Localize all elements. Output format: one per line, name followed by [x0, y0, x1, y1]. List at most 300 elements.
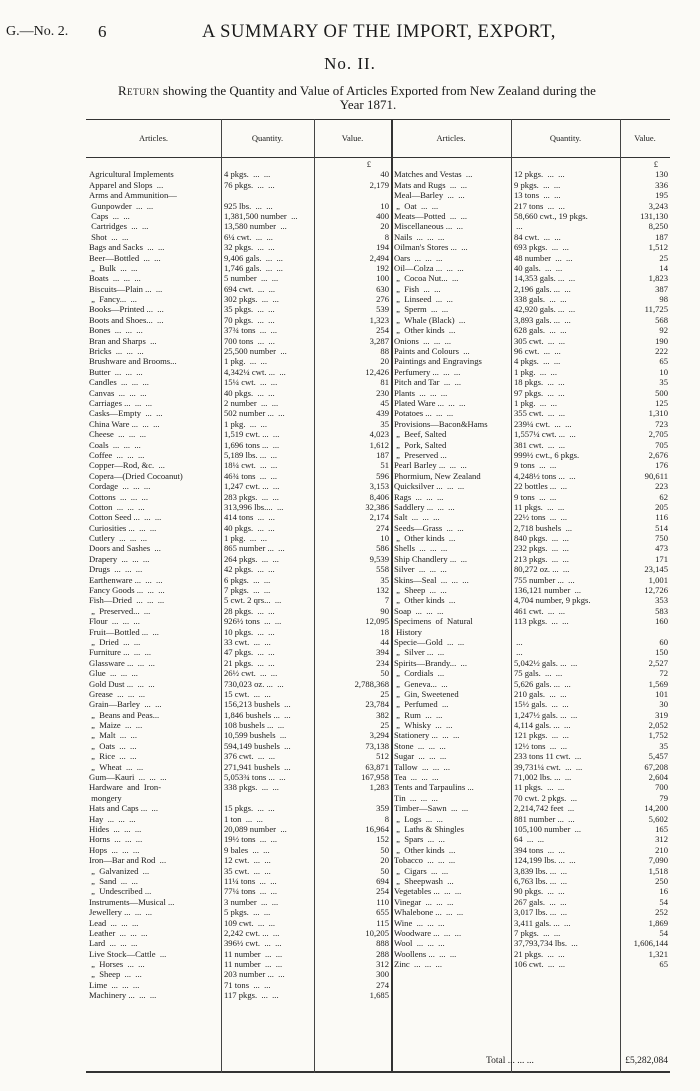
value-cell: 100 [376, 273, 389, 284]
value-cell: 12,095 [365, 616, 389, 627]
table-row [391, 647, 670, 657]
quantity-cell: 15 cwt. ... ... [224, 688, 271, 699]
quantity-cell: 999½ cwt., 6 pkgs. [514, 449, 580, 460]
quantity-cell: 6,763 lbs. ... ... [514, 875, 567, 886]
table-row [391, 523, 670, 533]
table-row [86, 398, 391, 408]
header-quantity: Quantity. [251, 133, 284, 143]
quantity-cell: 58,660 cwt., 19 pkgs. [514, 210, 588, 221]
return-line-2: Year 1871. [339, 97, 397, 112]
article-name: Butter ... ... ... [89, 366, 143, 377]
value-cell: 195 [655, 190, 668, 201]
value-cell: 312 [376, 959, 389, 970]
article-name: Gunpowder ... ... [89, 200, 154, 211]
quantity-cell: ... [514, 636, 523, 647]
article-name: „ Sand ... ... [89, 875, 138, 886]
quantity-cell: 1 pkg. ... ... [224, 533, 267, 544]
quantity-cell: 11 pkgs. ... ... [514, 501, 565, 512]
quantity-cell: 233 tons 11 cwt. ... [514, 751, 582, 762]
table-row [391, 741, 670, 751]
article-name: Arms and Ammunition— [89, 190, 177, 201]
table-row [86, 315, 391, 325]
table-row [391, 502, 670, 512]
quantity-cell: 40 pkgs. ... ... [224, 387, 275, 398]
table-row [391, 367, 670, 377]
article-name: Rags ... ... ... [394, 491, 444, 502]
table-row [86, 876, 391, 886]
article-name: Furniture ... ... ... [89, 647, 152, 658]
table-row [86, 606, 391, 616]
article-name: „ Laths & Shingles [394, 824, 464, 834]
article-name: Quicksilver ... ... ... [394, 481, 465, 492]
article-name: Cotton ... ... ... [89, 501, 145, 512]
article-name: Paintings and Engravings [394, 356, 482, 367]
article-name: Hops ... ... ... [89, 844, 140, 855]
value-cell: 583 [655, 605, 668, 616]
article-name: Books—Printed ... ... [89, 304, 164, 315]
value-cell: 223 [655, 481, 668, 492]
value-cell: 2,527 [648, 657, 668, 668]
article-name: Spirits—Brandy... ... [394, 657, 467, 668]
article-name: Boats ... ... ... [89, 273, 141, 284]
table-row [86, 429, 391, 439]
article-name: Brushware and Brooms... [89, 356, 177, 367]
table-row [86, 730, 391, 740]
table-row [391, 440, 670, 450]
table-row [391, 918, 670, 928]
value-cell: 187 [655, 231, 668, 242]
table-row [86, 782, 391, 792]
quantity-cell: 84 cwt. ... ... [514, 231, 561, 242]
table-row [86, 720, 391, 730]
quantity-cell: 1,247 cwt. ... ... [224, 481, 280, 492]
value-cell: 319 [655, 709, 668, 720]
value-cell: 12,726 [644, 585, 668, 596]
value-cell: 3,287 [369, 335, 389, 346]
value-cell: 387 [655, 283, 668, 294]
quantity-cell: 3,893 gals. ... ... [514, 314, 571, 325]
quantity-cell: 3,411 gals. ... ... [514, 917, 571, 928]
table-row [86, 585, 391, 595]
value-cell: 254 [376, 325, 389, 336]
currency-symbol: £ [366, 159, 371, 169]
quantity-cell: 48 number ... ... [514, 252, 573, 263]
table-row [86, 866, 391, 876]
value-cell: 50 [380, 668, 389, 679]
article-name: Coals ... ... ... [89, 439, 141, 450]
quantity-cell: 394 tons ... ... [514, 844, 565, 855]
table-row [391, 866, 670, 876]
table-row [391, 751, 670, 761]
table-row [86, 907, 391, 917]
table-row [86, 741, 391, 751]
value-cell: 62 [659, 491, 668, 502]
quantity-cell: 1,696 tons ... ... [224, 439, 280, 450]
article-name: Instruments—Musical ... [89, 896, 175, 907]
table-row [391, 876, 670, 886]
quantity-cell: 76 pkgs. ... ... [224, 179, 275, 190]
quantity-cell: 47 pkgs. ... ... [224, 647, 275, 658]
value-cell: 568 [655, 314, 668, 325]
table-row [391, 699, 670, 709]
article-name: Seeds—Grass ... ... [394, 522, 464, 533]
table-row [391, 772, 670, 782]
value-cell: 54 [659, 927, 668, 938]
article-name: Oilman's Stores ... ... [394, 242, 468, 253]
value-cell: 101 [655, 688, 668, 699]
value-cell: 9,539 [369, 553, 389, 564]
table-row [86, 616, 391, 626]
quantity-cell: 1,519 cwt. ... ... [224, 429, 280, 440]
table-row [391, 263, 670, 273]
table-row [86, 543, 391, 553]
value-cell: 586 [376, 543, 389, 554]
article-name: Curiosities ... ... ... [89, 522, 157, 533]
value-cell: 44 [380, 636, 389, 647]
table-row [86, 595, 391, 605]
value-cell: 539 [376, 304, 389, 315]
table-row [86, 793, 391, 803]
table-row [86, 772, 391, 782]
value-cell: 274 [376, 522, 389, 533]
table-row [86, 803, 391, 813]
quantity-cell: 28 pkgs. ... ... [224, 605, 275, 616]
table-row [86, 346, 391, 356]
table-row [86, 886, 391, 896]
article-name: Caps ... ... [89, 210, 130, 221]
table-row [86, 169, 391, 179]
quantity-cell: 414 tons ... ... [224, 512, 275, 523]
value-cell: 2,604 [648, 772, 668, 783]
currency-row [86, 159, 391, 169]
value-cell: 187 [376, 449, 389, 460]
article-name: Shot ... ... [89, 231, 129, 242]
quantity-cell: 37,793,734 lbs. ... [514, 938, 578, 949]
quantity-cell: 96 cwt. ... ... [514, 346, 561, 357]
article-name: Specie—Gold ... ... [394, 636, 465, 647]
quantity-cell: 70 cwt. 2 pkgs. ... [514, 792, 578, 803]
article-name: „ Dried ... ... [89, 636, 141, 647]
value-cell: 888 [376, 938, 389, 949]
article-name: Provisions—Bacon&Hams [394, 418, 488, 429]
value-cell: 152 [376, 834, 389, 845]
quantity-cell: 22 bottles ... ... [514, 481, 567, 492]
table-row [86, 242, 391, 252]
quantity-cell: 355 cwt. ... ... [514, 408, 566, 419]
article-name: „ Other kinds ... [394, 595, 456, 606]
currency-symbol: £ [653, 159, 658, 169]
table-row [391, 793, 670, 803]
quantity-cell: 124,199 lbs. ... ... [514, 855, 576, 866]
article-name: „ Spars ... ... [394, 834, 445, 845]
article-name: Hay ... ... ... [89, 813, 136, 824]
article-name: „ Maize ... ... [89, 720, 143, 731]
table-row [86, 232, 391, 242]
value-cell: 400 [376, 210, 389, 221]
article-name: Tallow ... ... ... [394, 761, 450, 772]
value-cell: 125 [655, 397, 668, 408]
return-title [118, 84, 678, 112]
quantity-cell: 7 pkgs. ... ... [224, 585, 271, 596]
value-cell: 18 [380, 626, 389, 637]
quantity-cell: 12 pkgs. ... ... [514, 169, 565, 180]
value-cell: 10,205 [365, 927, 389, 938]
value-cell: 25 [380, 720, 389, 731]
table-row [86, 627, 391, 637]
quantity-cell: 121 pkgs. ... ... [514, 730, 569, 741]
quantity-cell: 1 ton ... ... [224, 813, 263, 824]
value-cell: 2,179 [369, 179, 389, 190]
table-row [86, 564, 391, 574]
value-cell: 11,725 [644, 304, 668, 315]
value-cell: 1,001 [648, 574, 668, 585]
value-cell: 230 [376, 387, 389, 398]
quantity-cell: 313,996 lbs.... ... [224, 501, 284, 512]
value-cell: 72 [659, 668, 668, 679]
table-row [86, 980, 391, 990]
quantity-cell: 4,342¼ cwt. ... ... [224, 366, 286, 377]
table-row [86, 450, 391, 460]
table-row [391, 959, 670, 969]
value-cell: 50 [380, 844, 389, 855]
quantity-cell: 338 pkgs. ... ... [224, 782, 279, 793]
table-row [86, 190, 391, 200]
article-name: „ Gin, Sweetened [394, 688, 459, 699]
header-value-2: Value. [634, 133, 656, 143]
article-name: Tents and Tarpaulins ... [394, 782, 474, 793]
value-cell: 473 [655, 543, 668, 554]
quantity-cell: 18 pkgs. ... ... [514, 377, 565, 388]
value-cell: 90,611 [644, 470, 668, 481]
table-row [391, 481, 670, 491]
quantity-cell: 594,149 bushels ... [224, 740, 291, 751]
value-cell: 2,788,368 [354, 678, 389, 689]
table-row [86, 897, 391, 907]
value-cell: 132 [376, 585, 389, 596]
quantity-cell: 113 pkgs. ... ... [514, 616, 569, 627]
quantity-cell: 2,718 bushels ... [514, 522, 573, 533]
value-cell: 1,310 [648, 408, 668, 419]
value-cell: 274 [376, 979, 389, 990]
quantity-cell: 5 cwt. 2 qrs... ... [224, 595, 282, 606]
return-line-1: showing the Quantity and Value of Articles Exported from New Zealand during the [159, 83, 596, 98]
value-cell: 90 [380, 605, 389, 616]
quantity-cell: 11 pkgs. ... ... [514, 782, 565, 793]
value-cell: 14 [659, 262, 668, 273]
article-name: Fish—Dried ... ... ... [89, 595, 165, 606]
article-name: Cartridges ... ... [89, 221, 149, 232]
table-row [391, 824, 670, 834]
value-cell: 20 [380, 855, 389, 866]
value-cell: 7 [384, 595, 389, 606]
quantity-cell: 42 pkgs. ... ... [224, 564, 275, 575]
value-cell: 116 [655, 512, 668, 523]
value-cell: 512 [376, 751, 389, 762]
article-name: Miscellaneous ... ... [394, 221, 463, 232]
quantity-cell: 108 bushels ... ... [224, 720, 285, 731]
article-name: Timber—Sawn ... ... [394, 803, 469, 814]
article-name: Drugs ... ... ... [89, 564, 143, 575]
article-name: Oil—Colza ... ... ... [394, 262, 464, 273]
table-row [391, 398, 670, 408]
table-row [391, 668, 670, 678]
value-cell: 336 [655, 179, 668, 190]
article-name: Apparel and Slops ... [89, 179, 164, 190]
table-row [391, 471, 670, 481]
article-name: „ Perfumed ... [394, 699, 449, 710]
table-row [86, 388, 391, 398]
article-name: Lard ... ... ... [89, 938, 138, 949]
table-row [86, 325, 391, 335]
article-name: Cheese ... ... ... [89, 429, 147, 440]
quantity-cell: 239¼ cwt. ... ... [514, 418, 572, 429]
value-cell: 63,871 [365, 761, 389, 772]
table-row [86, 668, 391, 678]
value-cell: 7,090 [648, 855, 668, 866]
quantity-cell: 2 number ... ... [224, 397, 279, 408]
quantity-cell: ... [514, 221, 523, 232]
table-row [86, 304, 391, 314]
quantity-cell: 15¼ cwt. ... ... [224, 377, 278, 388]
value-cell: 60 [659, 636, 668, 647]
document-reference: G.—No. 2. [6, 24, 69, 39]
article-name: „ Other kinds ... [394, 325, 456, 336]
article-name: „ Beans and Peas... [89, 709, 160, 720]
article-name: „ Horses ... ... [89, 959, 145, 970]
article-name: Boots and Shoes... ... [89, 314, 164, 325]
quantity-cell: 12 cwt. ... ... [224, 855, 271, 866]
value-cell: 160 [655, 616, 668, 627]
quantity-cell: 267 gals. ... ... [514, 896, 567, 907]
article-name: Bricks ... ... ... [89, 346, 144, 357]
value-cell: 2,705 [648, 429, 668, 440]
value-cell: 312 [655, 834, 668, 845]
table-row [391, 834, 670, 844]
value-cell: 79 [659, 792, 668, 803]
table-row [391, 512, 670, 522]
quantity-cell: 925 lbs. ... ... [224, 200, 273, 211]
quantity-cell: 4,704 number, 9 pkgs. [514, 595, 591, 606]
article-name: „ Malt ... ... [89, 730, 137, 741]
quantity-cell: 136,121 number ... [514, 585, 582, 596]
article-name: „ Preserved... ... [89, 605, 151, 616]
table-row [391, 408, 670, 418]
article-name: „ Galvanized ... [89, 865, 150, 876]
quantity-cell: 156,213 bushels ... [224, 699, 291, 710]
quantity-cell: 9 tons ... ... [514, 491, 557, 502]
value-cell: 23,145 [644, 564, 668, 575]
article-name: Potatoes ... ... ... [394, 408, 454, 419]
quantity-cell: 40 gals. ... ... [514, 262, 563, 273]
quantity-cell: 5 number ... ... [224, 273, 279, 284]
quantity-cell: 6 pkgs. ... ... [224, 574, 271, 585]
value-cell: 288 [376, 948, 389, 959]
table-row [86, 814, 391, 824]
article-name: „ Fancy... ... [89, 294, 137, 305]
article-name: Nails ... ... ... [394, 231, 445, 242]
quantity-cell: 4,248½ tons ... ... [514, 470, 576, 481]
value-cell: 382 [376, 709, 389, 720]
article-name: Ship Chandlery ... ... [394, 553, 468, 564]
quantity-cell: 1,557¼ cwt. ... ... [514, 429, 576, 440]
value-cell: 1,612 [369, 439, 389, 450]
left-column [86, 159, 391, 1001]
value-cell: 439 [376, 408, 389, 419]
article-name: Grain—Barley ... ... [89, 699, 162, 710]
quantity-cell: 210 gals. ... ... [514, 688, 567, 699]
article-name: Bones ... ... ... [89, 325, 143, 336]
article-name: Leather ... ... ... [89, 927, 148, 938]
article-name: Skins—Seal ... ... ... [394, 574, 469, 585]
article-name: Cordage ... ... ... [89, 481, 151, 492]
article-name: Earthenware ... ... ... [89, 574, 163, 585]
article-name: Glue ... ... ... [89, 668, 138, 679]
table-row [391, 730, 670, 740]
quantity-cell: 105,100 number ... [514, 824, 582, 834]
table-row [86, 990, 391, 1000]
table-row [86, 367, 391, 377]
quantity-cell: 71,002 lbs. ... ... [514, 772, 572, 783]
article-name: „ Oats ... ... [89, 740, 137, 751]
article-name: Tobacco ... ... ... [394, 855, 456, 866]
quantity-cell: 694 cwt. ... ... [224, 283, 276, 294]
quantity-cell: 881 number ... ... [514, 813, 575, 824]
value-cell: 514 [655, 522, 668, 533]
header-articles: Articles. [138, 133, 169, 143]
quantity-cell: 35 pkgs. ... ... [224, 304, 275, 315]
article-name: Canvas ... ... ... [89, 387, 147, 398]
header-quantity-2: Quantity. [549, 133, 582, 143]
table-row [86, 647, 391, 657]
value-cell: 12,426 [365, 366, 389, 377]
table-row [86, 253, 391, 263]
quantity-cell: 217 tons ... ... [514, 200, 565, 211]
quantity-cell: 39,731¼ cwt. ... ... [514, 761, 583, 772]
table-row [86, 575, 391, 585]
value-cell: 250 [655, 875, 668, 886]
quantity-cell: 13 tons ... ... [514, 190, 561, 201]
value-cell: 176 [655, 460, 668, 471]
value-cell: 1,512 [648, 242, 668, 253]
article-name: Tea ... ... ... [394, 772, 439, 783]
table-row [86, 471, 391, 481]
article-name: „ Other kinds ... [394, 844, 456, 855]
value-cell: 35 [380, 574, 389, 585]
table-row [391, 616, 670, 626]
table-row [86, 658, 391, 668]
table-row [86, 377, 391, 387]
right-column [391, 159, 670, 969]
table-row [391, 886, 670, 896]
table-row [391, 897, 670, 907]
table-row [391, 855, 670, 865]
value-cell: 16 [659, 886, 668, 897]
quantity-cell: 33 cwt. ... ... [224, 636, 271, 647]
table-row [86, 284, 391, 294]
value-cell: 115 [376, 917, 389, 928]
table-row [86, 699, 391, 709]
article-name: Agricultural Implements [89, 169, 174, 180]
value-cell: 630 [376, 283, 389, 294]
article-name: Woodware ... ... ... [394, 927, 462, 938]
article-name: Drapery ... ... ... [89, 553, 150, 564]
quantity-cell: 1 pkg. ... ... [514, 397, 557, 408]
article-name: Candles ... ... ... [89, 377, 149, 388]
quantity-cell: 4 pkgs. ... ... [514, 356, 561, 367]
quantity-cell: 11 number ... ... [224, 948, 283, 959]
quantity-cell: 10,599 bushels ... [224, 730, 287, 741]
quantity-cell: 15 pkgs. ... ... [224, 803, 275, 814]
